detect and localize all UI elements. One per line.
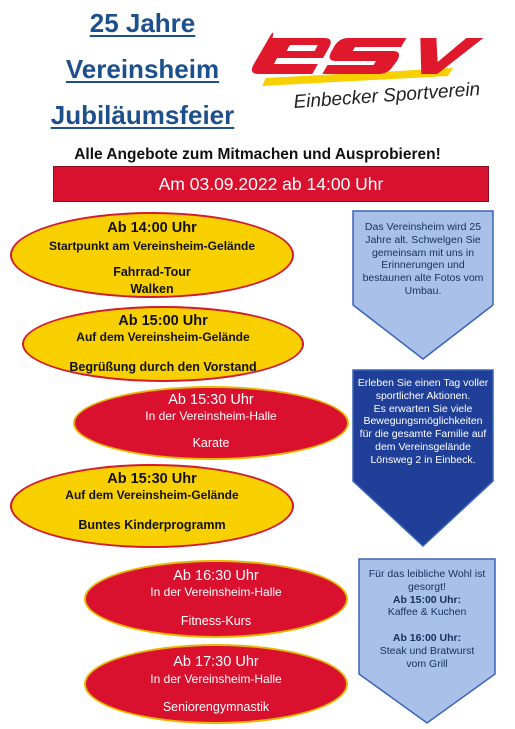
event-location: In der Vereinsheim-Halle [145,409,277,423]
title-line-3: Jubiläumsfeier [50,100,235,130]
event-activity: Buntes Kinderprogramm [78,518,226,532]
note-line: Erleben Sie einen Tag voller [357,377,489,389]
event-activity: Fitness-Kurs [180,614,252,628]
note-line: Für das leibliche Wohl ist [368,568,486,580]
title-line-2: Vereinsheim [65,54,220,84]
event-card [10,212,294,298]
note-line: Kaffee & Kuchen [387,606,467,619]
note-line: Das Vereinsheim wird 25 [364,221,482,233]
event-time: Ab 16:30 Uhr [173,568,259,584]
event-time: Ab 15:00 Uhr [118,313,208,329]
date-banner: Am 03.09.2022 ab 14:00 Uhr [53,166,489,202]
event-time: Ab 14:00 Uhr [107,220,197,236]
event-location: Startpunkt am Vereinsheim-Gelände [48,239,256,253]
note-line: Jahre alt. Schwelgen Sie [365,233,481,246]
title-line-1: 25 Jahre [89,8,196,38]
esv-logo [248,28,506,114]
note-line: dem Vereinsgelände [375,440,471,453]
note-line: Lönsweg 2 in Einbeck. [370,453,476,466]
note-line: für die gesamte Familie auf [359,428,487,441]
event-location: Auf dem Vereinsheim-Gelände [65,488,239,502]
note-line: Steak und Bratwurst [379,644,475,657]
event-location: In der Vereinsheim-Halle [150,672,282,686]
event-activity: Fahrrad-Tour [113,265,191,279]
event-time: Ab 17:30 Uhr [173,654,259,670]
event-card [84,560,348,638]
note-spacer [358,619,496,632]
event-location: Auf dem Vereinsheim-Gelände [76,330,250,344]
note-line: sportlicher Aktionen. [375,389,471,402]
event-activity: Walken [130,282,174,296]
note-line: gemeinsam mit uns in [371,246,475,259]
info-note [352,210,494,360]
event-activity: Seniorengymnastik [162,700,270,714]
note-heading: Ab 16:00 Uhr: [392,631,462,644]
logo-name: Einbecker Sportverein [292,78,481,113]
event-time: Ab 15:30 Uhr [107,471,197,487]
note-line: Erinnerungen und [381,259,465,272]
note-line: Umbau. [404,284,442,297]
event-activity: Begrüßung durch den Vorstand [69,360,257,374]
event-card [10,464,294,548]
info-note [352,369,494,547]
note-line: bestaunen alte Fotos vom [362,272,484,285]
note-heading: Ab 15:00 Uhr: [392,593,462,606]
event-location: In der Vereinsheim-Halle [150,585,282,599]
note-line: gesorgt! [408,580,446,593]
note-line: Es erwarten Sie viele [373,402,473,415]
event-time: Ab 15:30 Uhr [168,392,254,408]
event-card [73,386,349,460]
event-card [22,306,304,382]
info-note [358,558,496,724]
event-activity: Karate [192,436,230,450]
note-line: Bewegungsmöglichkeiten [363,415,483,428]
subheading: Alle Angebote zum Mitmachen und Ausprobieren! [74,146,441,163]
event-card [84,644,348,724]
note-line: vom Grill [406,657,448,670]
